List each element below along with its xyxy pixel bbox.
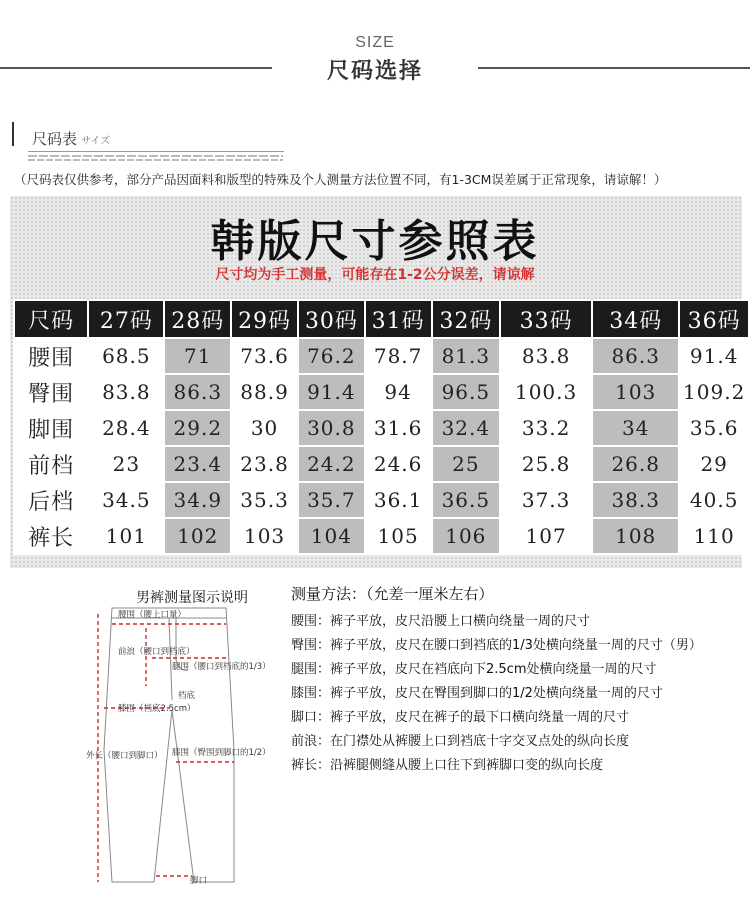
value-cell: 78.7 (365, 338, 432, 374)
value-cell: 83.8 (88, 374, 164, 410)
value-cell: 29 (679, 446, 749, 482)
size-heading-cn: 尺码选择 (326, 59, 423, 84)
value-cell: 23.8 (231, 446, 298, 482)
value-cell: 101 (88, 518, 164, 554)
value-cell: 88.9 (231, 374, 298, 410)
value-cell: 103 (592, 374, 679, 410)
fine-print-texture (28, 154, 283, 161)
table-header-row (14, 300, 749, 338)
method-line: 膝围：裤子平放，皮尺在臀围到脚口的1/2处横向绕量一周的尺寸 (291, 686, 663, 701)
value-cell: 33.2 (500, 410, 592, 446)
chart-label-sub: サイズ (81, 136, 111, 147)
value-cell: 83.8 (500, 338, 592, 374)
value-cell: 86.3 (164, 374, 231, 410)
value-cell: 34.9 (164, 482, 231, 518)
table-row (14, 518, 749, 554)
size-header-cell: 33码 (500, 300, 592, 338)
size-table (13, 299, 750, 555)
value-cell: 94 (365, 374, 432, 410)
value-cell: 96.5 (432, 374, 501, 410)
value-cell: 35.6 (679, 410, 749, 446)
value-cell: 34 (592, 410, 679, 446)
table-row (14, 410, 749, 446)
size-header-cell: 32码 (432, 300, 501, 338)
value-cell: 29.2 (164, 410, 231, 446)
value-cell: 103 (231, 518, 298, 554)
label-waist: 腰围（腰上口量） (118, 610, 187, 620)
value-cell: 91.4 (679, 338, 749, 374)
size-header-cell: 29码 (231, 300, 298, 338)
method-line: 腰围：裤子平放，皮尺沿腰上口横向绕量一周的尺寸 (291, 614, 591, 629)
label-thigh: 腿围（腰口到档底的1/3） (172, 662, 271, 672)
header-label-cell: 尺码 (14, 300, 88, 338)
value-cell: 81.3 (432, 338, 501, 374)
value-cell: 37.3 (500, 482, 592, 518)
value-cell: 26.8 (592, 446, 679, 482)
row-label-cell: 前档 (14, 446, 88, 482)
row-label-cell: 后档 (14, 482, 88, 518)
value-cell: 76.2 (298, 338, 365, 374)
value-cell: 28.4 (88, 410, 164, 446)
value-cell: 23 (88, 446, 164, 482)
label-front-rise: 前浪（腰口到档底） (118, 647, 195, 657)
value-cell: 23.4 (164, 446, 231, 482)
value-cell: 71 (164, 338, 231, 374)
value-cell: 108 (592, 518, 679, 554)
table-row (14, 374, 749, 410)
method-line: 脚口：裤子平放，皮尺在裤子的最下口横向绕量一周的尺寸 (291, 710, 630, 725)
value-cell: 35.7 (298, 482, 365, 518)
value-cell: 91.4 (298, 374, 365, 410)
table-row (14, 482, 749, 518)
value-cell: 110 (679, 518, 749, 554)
value-cell: 36.1 (365, 482, 432, 518)
method-line: 臀围：裤子平放，皮尺在腰口到裆底的1/3处横向绕量一周的尺寸（男） (291, 638, 702, 653)
method-line: 前浪：在门襟处从裤腰上口到裆底十字交叉点处的纵向长度 (291, 734, 630, 749)
value-cell: 102 (164, 518, 231, 554)
value-cell: 24.6 (365, 446, 432, 482)
method-title: 测量方法：（允差一厘米左右） (291, 585, 494, 603)
table-subtitle: 尺寸均为手工测量，可能存在1-2公分误差，请谅解 (215, 267, 535, 283)
value-cell: 104 (298, 518, 365, 554)
value-cell: 31.6 (365, 410, 432, 446)
value-cell: 25 (432, 446, 501, 482)
value-cell: 25.8 (500, 446, 592, 482)
label-crotch: 档底 (178, 691, 196, 701)
row-label-cell: 裤长 (14, 518, 88, 554)
method-line: 裤长：沿裤腿侧缝从腰上口往下到裤脚口变的纵向长度 (291, 758, 604, 773)
value-cell: 40.5 (679, 482, 749, 518)
value-cell: 34.5 (88, 482, 164, 518)
size-header-cell: 28码 (164, 300, 231, 338)
value-cell: 107 (500, 518, 592, 554)
value-cell: 24.2 (298, 446, 365, 482)
size-header-cell: 34码 (592, 300, 679, 338)
value-cell: 86.3 (592, 338, 679, 374)
table-row (14, 446, 749, 482)
value-cell: 36.5 (432, 482, 501, 518)
diagram-title: 男裤测量图示说明 (136, 590, 248, 606)
method-line: 腿围：裤子平放，皮尺在裆底向下2.5cm处横向绕量一周的尺寸 (291, 662, 657, 677)
value-cell: 30.8 (298, 410, 365, 446)
size-header-cell: 27码 (88, 300, 164, 338)
value-cell: 105 (365, 518, 432, 554)
size-header-cell: 30码 (298, 300, 365, 338)
label-calf: 膝围（臀围到脚口的1/2） (172, 748, 271, 758)
value-cell: 106 (432, 518, 501, 554)
size-header-cell: 31码 (365, 300, 432, 338)
label-outseam: 外长（腰口到脚口） (86, 751, 163, 761)
size-header-cell: 36码 (679, 300, 749, 338)
size-note: （尺码表仅供参考，部分产品因面料和版型的特殊及个人测量方法位置不同，有1-3CM误差属于正常现象，请谅解！） (14, 172, 667, 187)
value-cell: 32.4 (432, 410, 501, 446)
label-hem: 脚口 (190, 876, 208, 886)
value-cell: 30 (231, 410, 298, 446)
chart-label-bar (12, 122, 14, 146)
size-heading-en: SIZE (355, 34, 395, 51)
chart-label (32, 128, 110, 149)
value-cell: 73.6 (231, 338, 298, 374)
trousers-diagram (84, 600, 284, 890)
row-label-cell: 腰围 (14, 338, 88, 374)
value-cell: 35.3 (231, 482, 298, 518)
value-cell: 109.2 (679, 374, 749, 410)
row-label-cell: 臀围 (14, 374, 88, 410)
row-label-cell: 脚围 (14, 410, 88, 446)
chart-label-divider (28, 151, 284, 152)
label-knee: 膝围（档底2.5cm） (118, 704, 196, 714)
value-cell: 38.3 (592, 482, 679, 518)
value-cell: 68.5 (88, 338, 164, 374)
chart-label-text: 尺码表 (32, 130, 78, 148)
table-row (14, 338, 749, 374)
table-title: 韩版尺寸参照表 (210, 216, 540, 267)
value-cell: 100.3 (500, 374, 592, 410)
